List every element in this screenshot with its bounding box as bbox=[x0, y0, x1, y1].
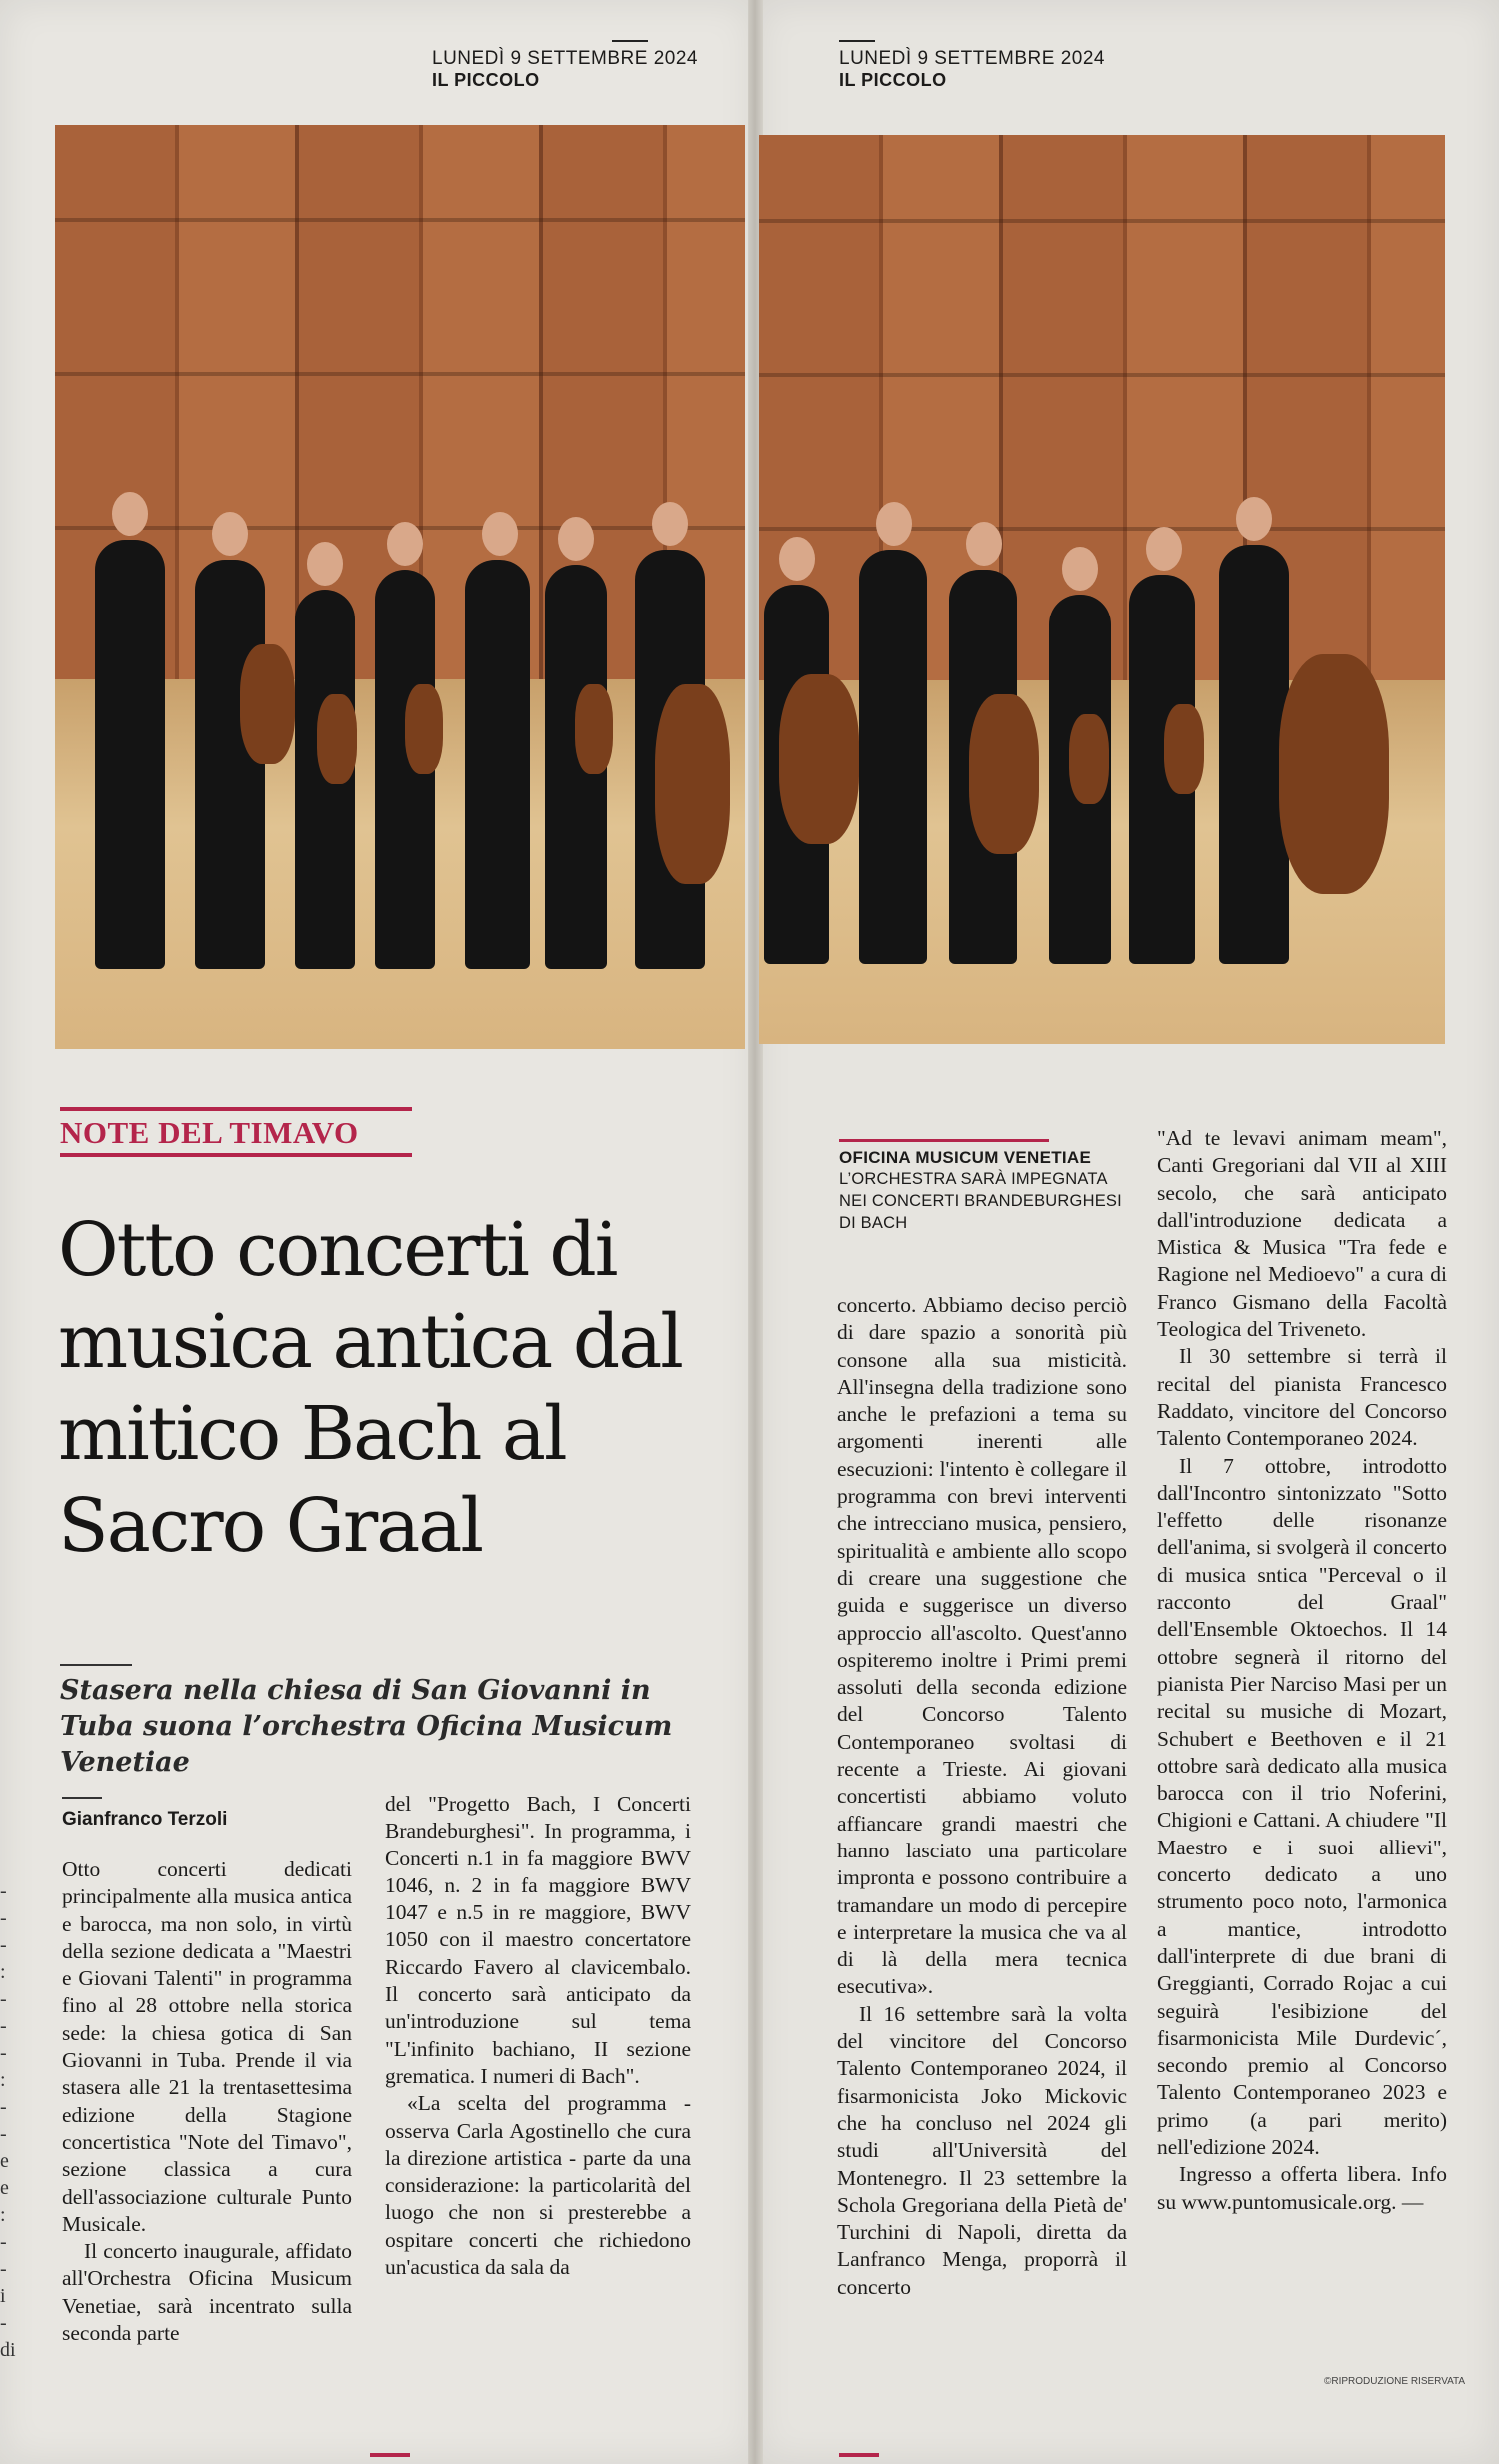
article-column-4 bbox=[1157, 1125, 1447, 2216]
article-headline: Otto concerti di musica antica dal mitico Bach al Sacro Graal bbox=[58, 1207, 682, 1569]
caption-title: OFICINA MUSICUM VENETIAE bbox=[839, 1148, 1092, 1167]
kicker-label: NOTE DEL TIMAVO bbox=[60, 1115, 359, 1150]
article-column-3 bbox=[837, 1292, 1127, 2301]
article-byline: Gianfranco Terzoli bbox=[62, 1809, 228, 1830]
paragraph: concerto. Abbiamo deciso perciò di dare spazio a sonorità più consone alla sua misticità. All'insegna della tradizione sono anche le prefazioni a tema su argomenti inerenti alle esecuzioni: l'intento è collegare il programma con brevi interventi che intrecciano musica, pensiero, spiritualità e ambiente allo scopo di creare una suggestione che guida e suggerisce un diverso approccio all'ascolto. Quest'anno ospiteremo inoltre i Primi premi assoluti della seconda edizione del Concorso Talento Contemporaneo svoltasi di recente a Trieste. Ai giovani concertisti abbiamo voluto affiancare grandi maestri che hanno lasciato una particolare impronta e possono contribuire a tramandare un modo di percepire e interpretare la musica che va al di là della mera tecnica esecutiva». bbox=[837, 1293, 1127, 1999]
article-subtitle: Stasera nella chiesa di San Giovanni in Tuba suona l’orchestra Oficina Musicum Venetiae bbox=[60, 1675, 673, 1778]
header-paper-name: IL PICCOLO bbox=[839, 70, 947, 90]
paragraph: Il 7 ottobre, introdotto dall'Incontro sintonizzato "Sotto l'effetto delle risonanze dell'anima, si svolgerà il concerto di musica sntica "Perceval o il racconto del Graal" dell'Ensemble Oktoechos. Il 14 ottobre segnerà il ritorno del pianista Pier Narciso Masi per un recital su musiche di Mozart, Schubert e Beethoven e il 21 ottobre sarà dedicato alla musica barocca con il trio Noferini, Chigioni e Cattani. A chiudere "Il Maestro e i suoi allievi", concerto dedicato a uno strumento poco noto, l'armonica a mantice, introdotto dall'interprete di due brani di Greggianti, Corrado Rojac a cui seguirà l'esibizione del fisarmonicista Mile Durdevic´, secondo premio al Concorso Talento Contemporaneo 2023 e primo (a pari merito) nell'edizione 2024. bbox=[1157, 1453, 1447, 2159]
paragraph: Il 16 settembre sarà la volta del vincitore del Concorso Talento Contemporaneo 2024, il fisarmonicista Joko Mickovic che ha concluso nel 2024 gli studi all'Università del Montenegro. Il 23 settembre la Schola Gregoriana della Pietà de' Turchini di Napoli, diretta da Lanfranco Menga, proporrà il concerto bbox=[837, 2001, 1127, 2299]
bottom-accent-mark bbox=[839, 2453, 879, 2457]
header-date: LUNEDÌ 9 SETTEMBRE 2024 bbox=[839, 48, 1105, 69]
copyright-note: ©RIPRODUZIONE RISERVATA bbox=[1324, 2376, 1466, 2387]
paragraph: Ingresso a offerta libera. Info su www.puntomusicale.org. — bbox=[1157, 2162, 1447, 2214]
paragraph: Il 30 settembre si terrà il recital del pianista Francesco Raddato, vincitore del Concorso Talento Contemporaneo 2024. bbox=[1157, 1344, 1447, 1451]
paragraph: Otto concerti dedicati principalmente alla musica antica e barocca, ma non solo, in virtù della sezione dedicata a "Maestri e Giovani Talenti" in programma fino al 28 ottobre nella storica sede: la chiesa gotica di San Giovanni in Tuba. Prende il via stasera alle 21 la trentasettesima edizione della Stagione concertistica "Note del Timavo", sezione classica a cura dell'associazione culturale Punto Musicale. bbox=[62, 1857, 352, 2236]
page-header-right bbox=[839, 48, 1105, 91]
article-column-2 bbox=[385, 1791, 691, 2281]
article-column-1 bbox=[62, 1856, 352, 2347]
header-date: LUNEDÌ 9 SETTEMBRE 2024 bbox=[432, 48, 698, 69]
paragraph: «La scelta del programma - osserva Carla Agostinello che cura la direzione artistica - parte da una considerazione: la particolarità del luogo che non si presterebbe a ospitare concerti che richiedono un'acustica da sala da bbox=[385, 2091, 691, 2280]
orchestra-photo-right bbox=[759, 135, 1445, 1044]
caption-text: L’ORCHESTRA SARÀ IMPEGNATA NEI CONCERTI BRANDEBURGHESI DI BACH bbox=[839, 1170, 1122, 1232]
bottom-accent-mark bbox=[370, 2453, 410, 2457]
photo-caption bbox=[839, 1139, 1139, 1234]
section-kicker bbox=[60, 1107, 412, 1157]
orchestra-photo-left bbox=[55, 125, 745, 1049]
paragraph: del "Progetto Bach, I Concerti Brandeburghesi". In programma, i Concerti n.1 in fa maggiore BWV 1046, n. 2 in fa maggiore BWV 1047 e n.5 in re maggiore, BWV 1050 con il maestro concertatore Riccardo Favero al clavicembalo. Il concerto sarà anticipato da un'introduzione sul tema "L'infinito bachiano, II sezione grematica. I numeri di Bach". bbox=[385, 1792, 691, 2088]
adjacent-article-fragment: - - - : - - - : - - e e : - - i - di bbox=[0, 1880, 16, 2361]
page-header-left bbox=[432, 48, 698, 91]
paragraph: "Ad te levavi animam meam", Canti Gregoriani dal VII al XIII secolo, che sarà anticipato dall'introduzione dedicata a Mistica & Musica "Tra fede e Ragione nel Medioevo" a cura di Franco Gismano della Facoltà Teologica del Triveneto. bbox=[1157, 1126, 1447, 1342]
paragraph: Il concerto inaugurale, affidato all'Orchestra Oficina Musicum Venetiae, sarà incentrato sulla seconda parte bbox=[62, 2239, 352, 2346]
header-paper-name: IL PICCOLO bbox=[432, 70, 540, 90]
